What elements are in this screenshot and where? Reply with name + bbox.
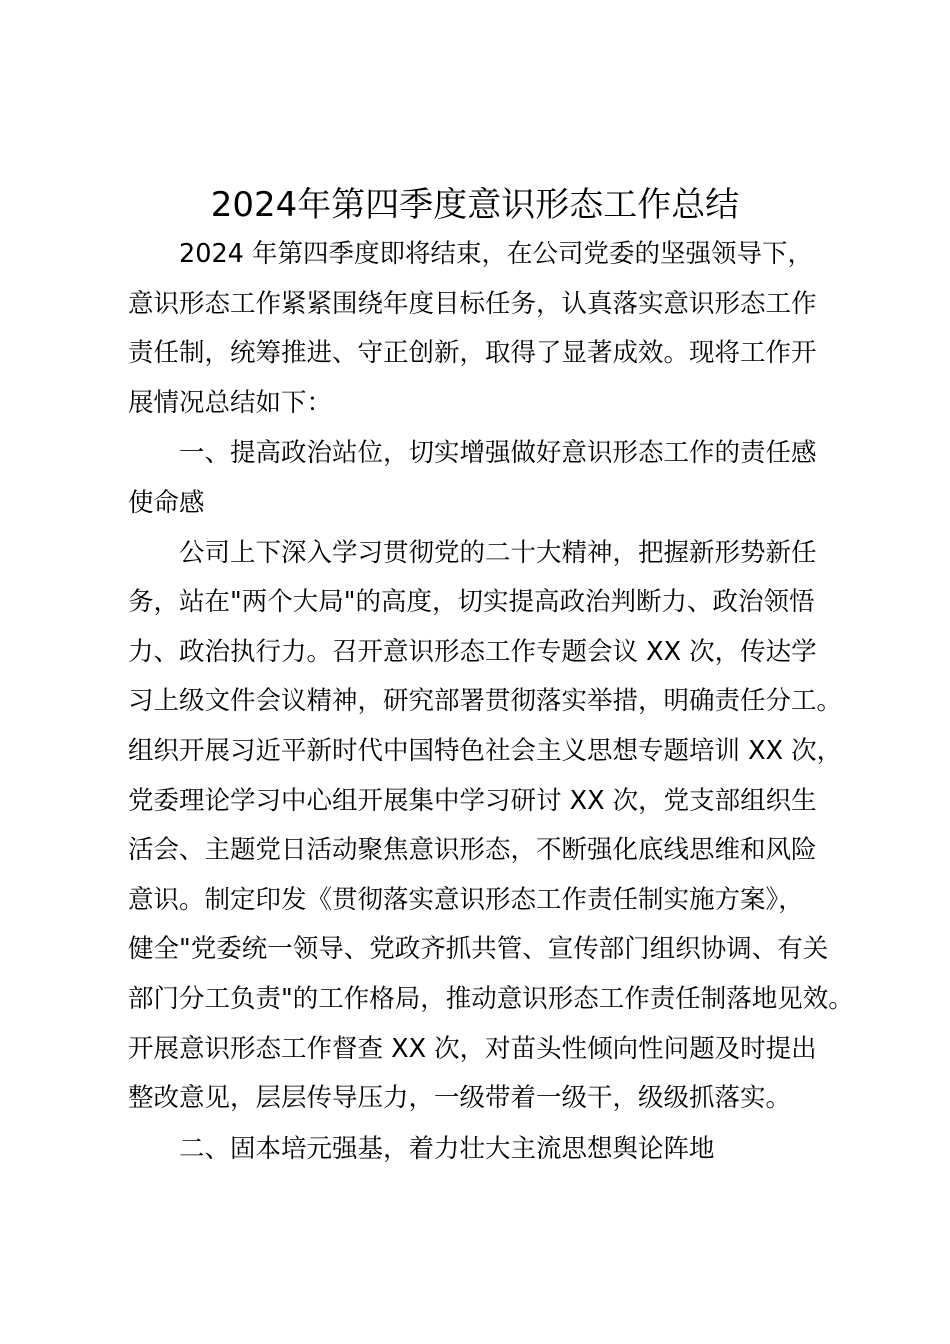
section-1-line: 意识。制定印发《贯彻落实意识形态工作责任制实施方案》， — [128, 884, 804, 915]
section-1-line: 整改意见，层层传导压力，一级带着一级干，级级抓落实。 — [128, 1083, 792, 1114]
section-1-heading-line: 使命感 — [128, 487, 205, 518]
section-1-line: 健全"党委统一领导、党政齐抓共管、宣传部门组织协调、有关 — [128, 934, 829, 965]
section-1-line: 务，站在"两个大局"的高度，切实提高政治判断力、政治领悟 — [128, 587, 815, 618]
section-1-paragraph — [128, 529, 868, 1124]
section-2-heading-line: 二、固本培元强基，着力壮大主流思想舆论阵地 — [179, 1133, 715, 1164]
intro-line: 展情况总结如下： — [128, 387, 333, 418]
section-1-line: 党委理论学习中心组开展集中学习研讨 XX 次，党支部组织生 — [128, 785, 817, 816]
section-2-heading — [128, 1125, 868, 1175]
section-1-heading-line: 一、提高政治站位，切实增强做好意识形态工作的责任感 — [179, 438, 817, 469]
intro-line: 责任制，统筹推进、守正创新，取得了显著成效。现将工作开 — [128, 338, 817, 369]
section-1-line: 活会、主题党日活动聚焦意识形态，不断强化底线思维和风险 — [128, 835, 817, 866]
section-1-line: 公司上下深入学习贯彻党的二十大精神，把握新形势新任 — [179, 537, 817, 568]
section-1-line: 开展意识形态工作督查 XX 次，对苗头性倾向性问题及时提出 — [128, 1033, 817, 1064]
intro-line: 意识形态工作紧紧围绕年度目标任务，认真落实意识形态工作 — [128, 288, 817, 319]
section-1-heading — [128, 429, 868, 528]
document-title: 2024年第四季度意识形态工作总结 — [210, 185, 740, 225]
section-1-line: 部门分工负责"的工作格局，推动意识形态工作责任制落地见效。 — [128, 983, 854, 1014]
intro-line: 2024 年第四季度即将结束，在公司党委的坚强领导下， — [179, 239, 814, 269]
document-body — [128, 230, 868, 1174]
section-1-line: 组织开展习近平新时代中国特色社会主义思想专题培训 XX 次， — [128, 735, 843, 766]
section-1-line: 力、政治执行力。召开意识形态工作专题会议 XX 次，传达学 — [128, 636, 817, 667]
section-1-line: 习上级文件会议精神，研究部署贯彻落实举措，明确责任分工。 — [128, 686, 843, 717]
intro-paragraph — [128, 230, 868, 428]
